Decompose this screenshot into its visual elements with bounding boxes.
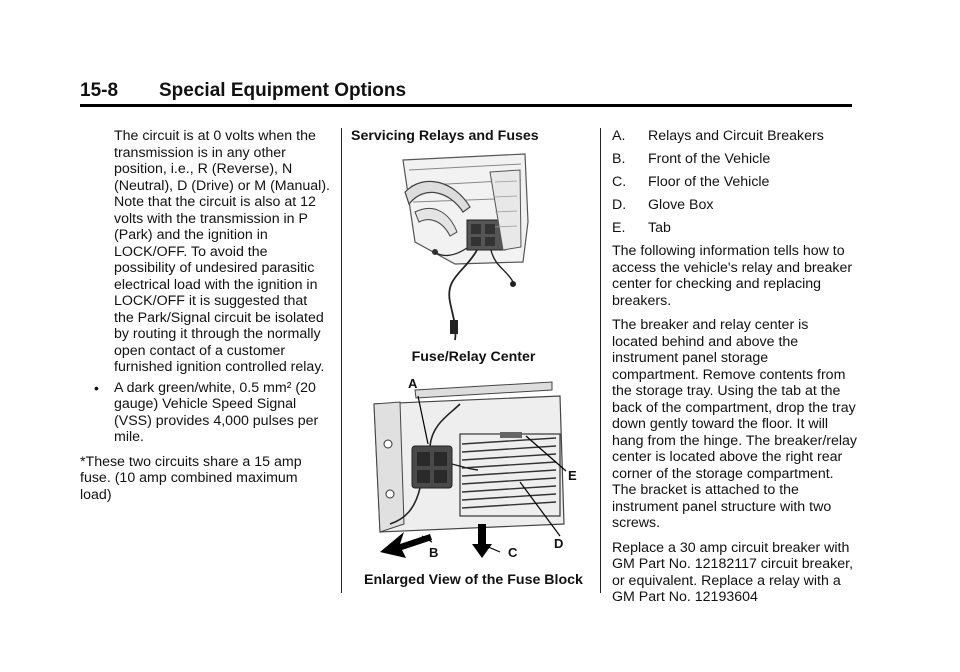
legend-item [612,197,858,214]
legend-item [612,220,858,237]
access-paragraph: The following information tells how to access the vehicle's relay and breaker center for checking and replacing breakers. [612,243,853,309]
location-paragraph: The breaker and relay center is located behind and above the instrument panel storage compartment. Remove contents from the storage tray. Using the tab at the back of the compartment, drop the tray down gently toward the floor. It will hang from the hinge. The breaker/relay center is located above the right rear corner of the storage compartment. The bracket is attached to the instrument panel structure with two screws. [612,317,858,531]
legend-letter: C. [612,174,627,190]
callout-c: C [508,545,518,560]
legend-item [612,128,858,145]
bullet-mark: • [94,379,99,396]
callout-a: A [408,376,418,391]
servicing-heading: Servicing Relays and Fuses [351,128,539,144]
callout-b: B [429,545,439,560]
column-left [80,128,330,503]
legend-item [612,151,858,168]
circuit-paragraph: The circuit is at 0 volts when the transmission is in any other position, i.e., R (Reverse), N (Neutral), D (Drive) or M (Manual). Note that the circuit is also at 12 volts with the transmission in P (Park) and the ignition in LOCK/OFF. To avoid the possibility of undesired parasitic electrical load with the ignition in LOCK/OFF it is suggested that the Park/Signal circuit be isolated by routing it through the normally open contact of a customer furnished ignition controlled relay. [114,128,330,375]
fuse-relay-caption: Fuse/Relay Center [411,349,536,365]
callout-d: D [554,536,564,551]
page-number: 15-8 [80,80,119,101]
legend-item [612,174,858,191]
legend-letter: B. [612,151,626,167]
legend-text: Tab [648,220,671,236]
bullet-text: A dark green/white, 0.5 mm² (20 gauge) Vehicle Speed Signal (VSS) provides 4,000 pulses per mile. [114,379,319,445]
column-divider-left [341,128,342,593]
column-right [612,128,858,606]
fuse-relay-center-figure [395,152,530,344]
legend-text: Glove Box [648,197,714,213]
replacement-paragraph: Replace a 30 amp circuit breaker with GM Part No. 12182117 circuit breaker, or equivalent. Replace a relay with a GM Part No. 12193604 [612,539,854,605]
column-middle [351,128,596,145]
footnote-paragraph: *These two circuits share a 15 amp fuse. (10 amp combined maximum load) [80,453,302,503]
column-divider-right [600,128,601,593]
legend-text: Front of the Vehicle [648,151,771,167]
header-rule [80,104,852,107]
legend-letter: D. [612,197,627,213]
page-header [80,80,852,106]
callout-e: E [568,468,577,483]
fuse-block-caption: Enlarged View of the Fuse Block [364,572,583,588]
legend-text: Relays and Circuit Breakers [648,128,824,144]
bullet-item [80,380,330,446]
legend-letter: E. [612,220,626,236]
legend-text: Floor of the Vehicle [648,174,770,190]
section-title: Special Equipment Options [159,80,407,101]
legend-letter: A. [612,128,626,144]
